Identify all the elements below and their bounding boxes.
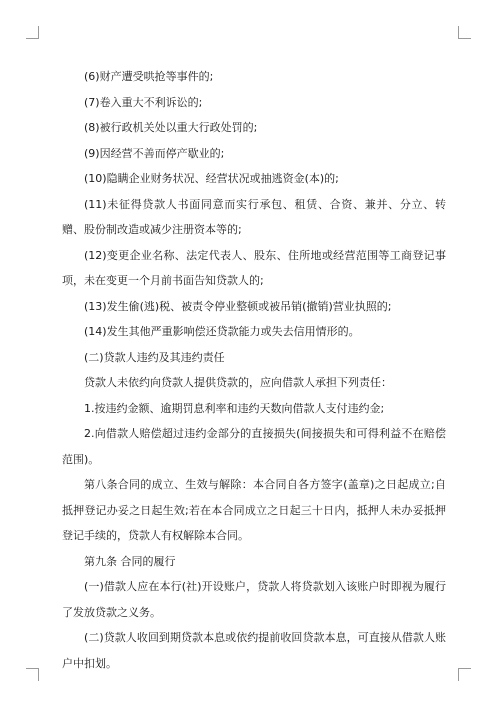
article-9-heading: 第九条 合同的履行 (84, 554, 176, 568)
crop-mark-bottom-left (26, 668, 39, 681)
lender-liability-item-2: 2.向借款人赔偿超过违约金部分的直接损失(间接损失和可得利益不在赔偿范围)。 (62, 427, 446, 466)
lender-liability-item-1: 1.按违约金额、逾期罚息利率和违约天数向借款人支付违约金; (84, 401, 385, 415)
clause-item-13: (13)发生偷(逃)税、被责令停业整顿或被吊销(撤销)营业执照的; (84, 299, 392, 313)
document-body (62, 64, 446, 676)
crop-mark-bottom-right (458, 668, 471, 681)
clause-item-7: (7)卷入重大不利诉讼的; (84, 95, 203, 109)
clause-item-12: (12)变更企业名称、法定代表人、股东、住所地或经营范围等工商登记事项，未在变更一个月前书面告知贷款人的; (62, 248, 446, 287)
article-8-formation: 第八条合同的成立、生效与解除：本合同自各方签字(盖章)之日起成立;自抵押登记办妥之日起生效;若在本合同成立之日起三十日内，抵押人未办妥抵押登记手续的，贷款人有权解除本合同。 (62, 478, 446, 542)
clause-item-10: (10)隐瞒企业财务状况、经营状况或抽逃资金(本)的; (84, 172, 339, 185)
article-9-item-1: (一)借款人应在本行(社)开设账户，贷款人将贷款划入该账户时即视为履行了发放贷款之义务。 (62, 580, 446, 619)
crop-mark-top-left (26, 26, 39, 39)
clause-item-6: (6)财产遭受哄抢等事件的; (84, 70, 214, 83)
crop-mark-top-right (458, 26, 471, 39)
clause-item-8: (8)被行政机关处以重大行政处罚的; (84, 121, 258, 134)
lender-liability-intro: 贷款人未依约向贷款人提供贷款的，应向借款人承担下列责任： (84, 376, 392, 389)
clause-item-11: (11)未征得贷款人书面同意而实行承包、租赁、合资、兼并、分立、转赠、股份制改造或减少注册资本等的; (62, 197, 446, 236)
section-heading-lender-default: (二)贷款人违约及其违约责任 (84, 350, 225, 364)
clause-item-9: (9)因经营不善而停产歇业的; (84, 146, 225, 160)
clause-item-14: (14)发生其他严重影响偿还贷款能力或失去信用情形的。 (84, 325, 360, 338)
article-9-item-2: (二)贷款人收回到期贷款本息或依约提前收回贷款本息，可直接从借款人账户中扣划。 (62, 631, 446, 670)
